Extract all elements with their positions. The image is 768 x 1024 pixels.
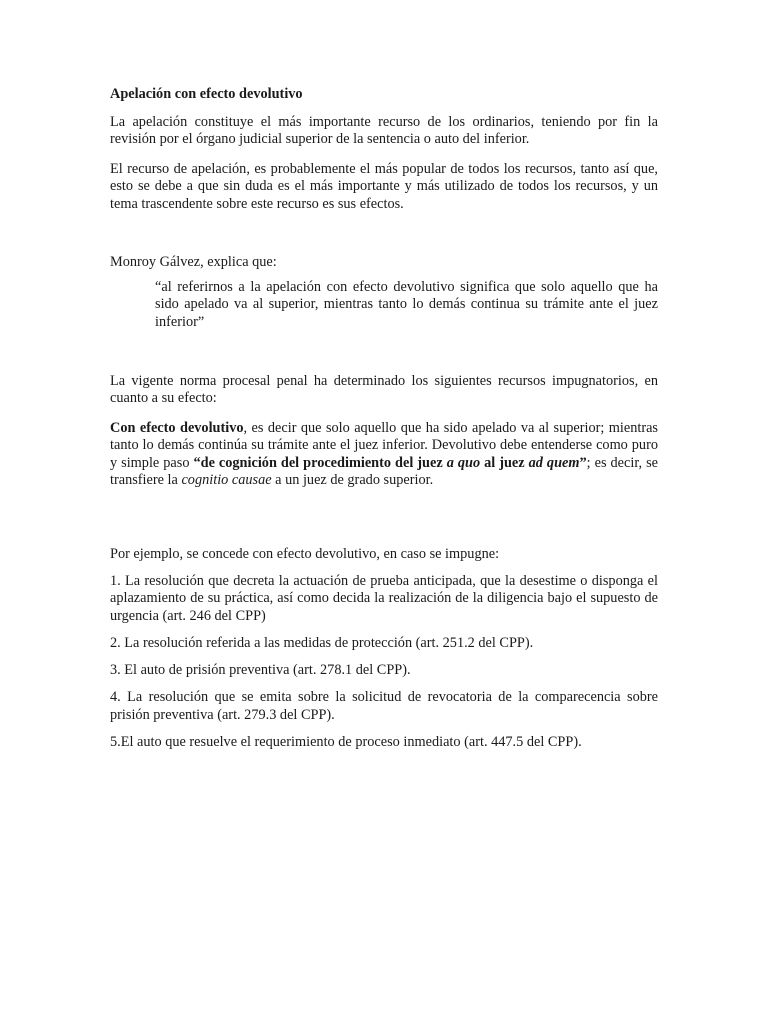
example-list: [110, 573, 658, 761]
text-a: , es decir que solo aquello que ha sido apelado va al superior; mientras tanto lo demás continúa su trámite ante el juez inferior. Devolutivo debe entenderse como puro y simple paso: [110, 420, 659, 471]
paragraph-author-intro: Monroy Gálvez, explica que:: [110, 254, 277, 270]
list-item: 2. La resolución referida a las medidas de protección (art. 251.2 del CPP).: [110, 634, 534, 651]
list-item: 1. La resolución que decreta la actuación de prueba anticipada, que la desestime o disponga el aplazamiento de su práctica, así como decida la realización de la diligencia bajo el supuesto de urgencia (art. 246 del CPP): [110, 573, 658, 624]
bold-italic-b: ad quem: [528, 454, 580, 471]
list-item: 3. El auto de prisión preventiva (art. 278.1 del CPP).: [110, 662, 411, 679]
bold-a: “de cognición del procedimiento del juez: [193, 454, 447, 471]
paragraph-devolutivo: [110, 420, 658, 489]
bold-lead: Con efecto devolutivo: [110, 420, 244, 436]
text-c: a un juez de grado superior.: [271, 471, 434, 488]
paragraph-norm: La vigente norma procesal penal ha determinado los siguientes recursos impugnatorios, en cuanto a su efecto:: [110, 373, 658, 407]
paragraph-example-intro: Por ejemplo, se concede con efecto devolutivo, en caso se impugne:: [110, 546, 500, 562]
block-quote: “al referirnos a la apelación con efecto devolutivo significa que solo aquello que ha sido apelado va al superior, mientras tanto lo demás continua su trámite ante el juez inferior”: [155, 279, 658, 330]
bold-b: al juez: [480, 454, 529, 471]
bold-c: ”: [579, 454, 587, 471]
paragraph-popularity: El recurso de apelación, es probablemente el más popular de todos los recursos, tanto así que, esto se debe a que sin duda es el más importante y más utilizado de todos los recursos, y un tema trascendente sobre este recurso es sus efectos.: [110, 161, 658, 212]
text-b: ; es decir, se transfiere la: [110, 454, 658, 488]
italic-term: cognitio causae: [181, 471, 272, 488]
list-item: 5.El auto que resuelve el requerimiento de proceso inmediato (art. 447.5 del CPP).: [110, 734, 582, 751]
bold-italic-a: a quo: [446, 454, 481, 471]
paragraph-definition: La apelación constituye el más importante recurso de los ordinarios, teniendo por fin la revisión por el órgano judicial superior de la sentencia o auto del inferior.: [110, 114, 658, 148]
document-title: Apelación con efecto devolutivo: [110, 86, 303, 102]
list-item: 4. La resolución que se emita sobre la solicitud de revocatoria de la comparecencia sobre prisión preventiva (art. 279.3 del CPP).: [110, 689, 658, 723]
